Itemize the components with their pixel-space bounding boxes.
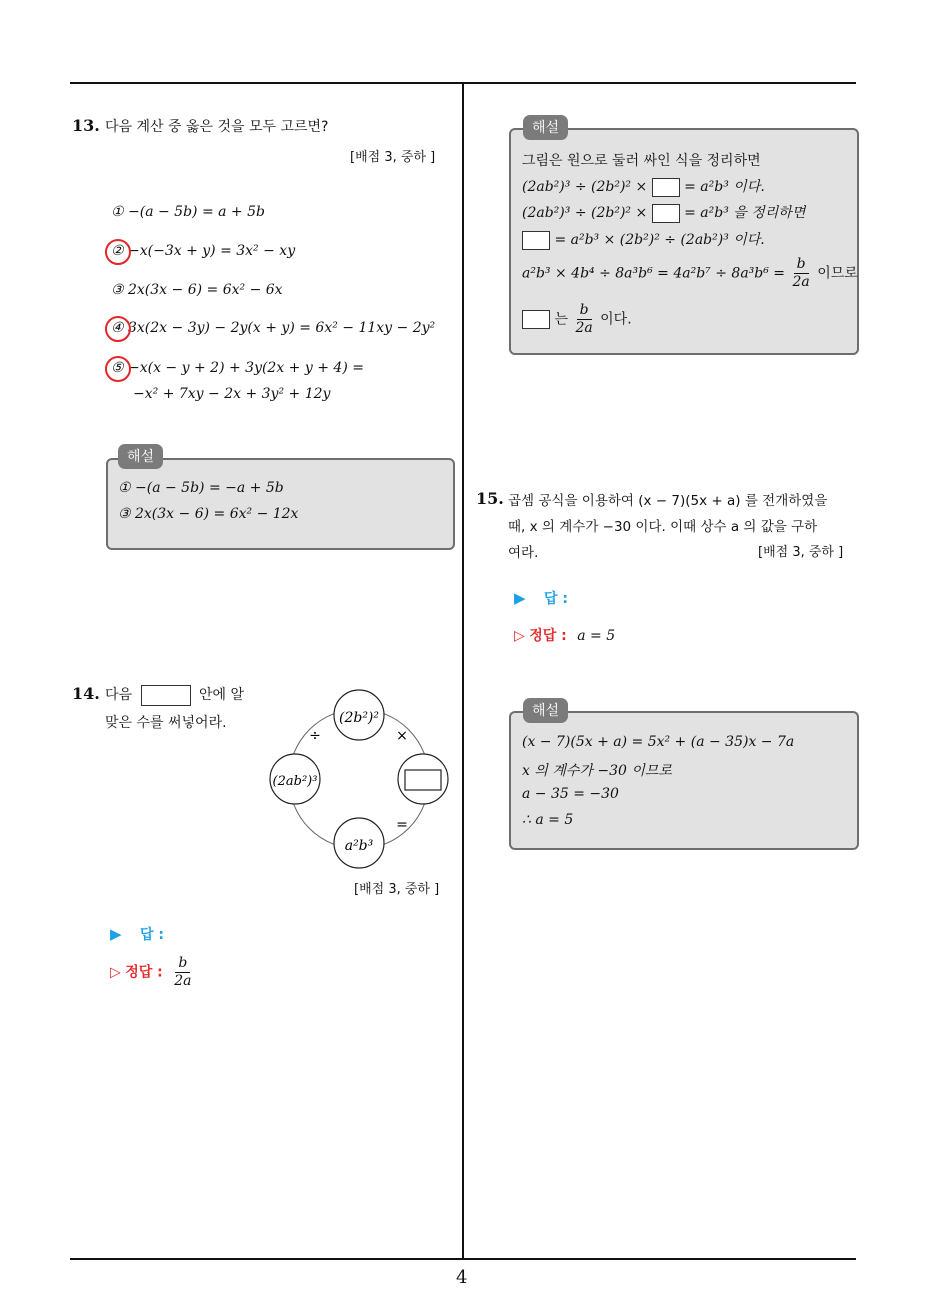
answer-mark-circle [105,356,131,382]
q13-explanation-box [106,458,455,550]
answer-mark-circle [105,239,131,265]
answer-mark-circle [105,316,131,342]
diagram-op-divide: ÷ [309,728,321,744]
q13-score: [배점 3, 중하 ] [350,150,436,165]
q14-exp-line-6 [522,302,632,337]
q14-exp-line-4 [522,229,765,250]
q13-text: 다음 계산 중 옳은 것을 모두 고르면? [105,119,329,135]
q15-score: [배점 3, 중하 ] [758,545,844,560]
q13-number: 13. [72,116,100,135]
q13-option-4: ④ 3x(2x − 3y) − 2y(x + y) = 6x² − 11xy − 2y² [111,320,436,336]
q14-text-line2: 맞은 수를 써넣어라. [105,715,227,731]
diagram-top-expr: (2b²)² [338,710,380,726]
exp-fraction [790,256,813,291]
q13-explanation-line: ③ 2x(3x − 6) = 6x² − 12x [118,506,299,522]
q14-exp-line-5 [522,256,858,291]
q13-option-1: ① −(a − 5b) = a + 5b [111,204,265,220]
q13-explanation-line: ① −(a − 5b) = −a + 5b [118,480,284,496]
q14-score: [배점 3, 중하 ] [354,882,440,897]
q15-explanation-line: x 의 계수가 −30 이므로 [522,763,672,779]
exp-text: = a²b³ 이다. [684,179,765,195]
q14-answer-line [110,924,164,944]
q15-answer-label: 답 : [544,591,568,607]
bottom-rule [70,1258,856,1260]
q15-explanation-tag: 해설 [523,698,568,723]
q15-answer-line [514,588,568,608]
fraction-denominator: 2a [575,320,593,336]
q15-text-line1: 곱셈 공식을 이용하여 (x − 7)(5x + a) 를 전개하였을 [508,493,828,509]
fraction-numerator: b [175,955,190,973]
exp-text: (2ab²)³ ÷ (2b²)² × [522,205,648,221]
q13-explanation-tag: 해설 [118,444,163,469]
q14-exp-line-2 [522,176,765,197]
fraction-numerator: b [794,256,809,274]
diagram-blank-box [405,770,441,790]
q14-blank-box [141,685,191,706]
exp-text: a²b³ × 4b⁴ ÷ 8a³b⁶ = 4a²b⁷ ÷ 8a³b⁶ = [522,265,786,282]
q15-correct-label: 정답 : [529,628,567,644]
column-divider [462,83,464,1259]
exp-text: (2ab²)³ ÷ (2b²)² × [522,179,648,195]
diagram-op-multiply: × [396,728,408,744]
diagram-left-expr: (2ab²)³ [272,774,318,789]
q15-text-line3: 여라. [508,545,539,561]
q14-correct-fraction [171,955,194,990]
diagram-op-equals: = [396,817,408,833]
play-triangle-icon: ▶ [110,925,122,943]
q15-explanation-line: a − 35 = −30 [522,786,619,802]
q14-text-after: 안에 알 [198,687,244,703]
q13-option-5-cont: −x² + 7xy − 2x + 3y² + 12y [133,386,331,402]
page-number: 4 [456,1267,468,1288]
q15-explanation-line: (x − 7)(5x + a) = 5x² + (a − 35)x − 7a [522,734,795,750]
q13-option-2: ② −x(−3x + y) = 3x² − xy [111,243,296,259]
q15-correct-value: a = 5 [577,628,616,644]
q14-text [105,684,244,706]
exp-blank-box [652,178,680,197]
fraction-denominator: 2a [174,973,192,989]
diagram-bottom-expr: a²b³ [344,838,374,854]
exp-fraction [572,302,595,337]
q13-option-5: ⑤ −x(x − y + 2) + 3y(2x + y + 4) = [111,360,364,376]
q15-correct-line [514,625,615,645]
exp-text: 이므로 [817,265,858,282]
exp-text: = a²b³ 을 정리하면 [684,205,806,221]
fraction-numerator: b [577,302,592,320]
q15-number: 15. [476,489,504,508]
exp-blank-box [522,310,550,329]
exp-blank-box [652,204,680,223]
play-triangle-icon: ▶ [514,589,526,607]
q14-correct-label: 정답 : [125,964,163,981]
q15-text-line2: 때, x 의 계수가 −30 이다. 이때 상수 a 의 값을 구하 [508,519,818,535]
exp-text: = a²b³ × (2b²)² ÷ (2ab²)³ 이다. [554,232,765,248]
q14-text-before: 다음 [105,687,133,703]
q14-explanation-tag: 해설 [523,115,568,140]
fraction-denominator: 2a [792,274,810,290]
outline-triangle-icon: ▷ [110,964,121,981]
outline-triangle-icon: ▷ [514,628,525,644]
q14-answer-label: 답 : [140,927,164,943]
q14-cycle-diagram [265,685,465,875]
q14-number: 14. [72,684,100,703]
q14-correct-line [110,955,194,990]
q13-option-3: ③ 2x(3x − 6) = 6x² − 6x [111,282,283,298]
exp-text: 이다. [600,311,632,328]
exp-text: 는 [554,311,568,328]
q14-exp-line-3 [522,202,805,223]
q15-explanation-box [509,711,859,850]
exp-blank-box [522,231,550,250]
q15-explanation-line: ∴ a = 5 [522,812,574,828]
q14-exp-line-1: 그림은 원으로 둘러 싸인 식을 정리하면 [522,153,761,169]
